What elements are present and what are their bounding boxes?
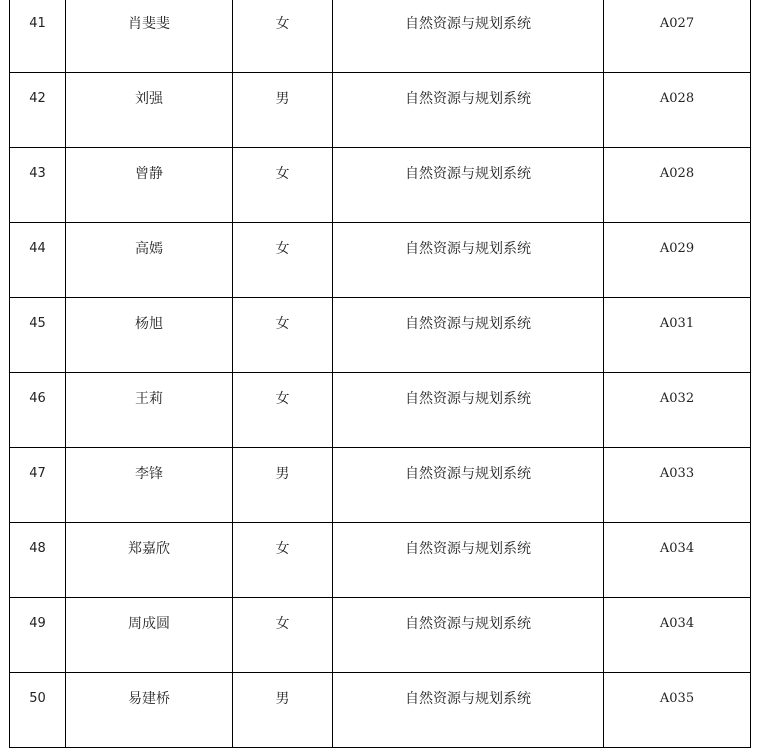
gender-cell: 女 — [233, 373, 333, 447]
code-cell: A033 — [659, 466, 695, 481]
code-cell: A028 — [659, 166, 695, 181]
table-row — [10, 448, 750, 523]
row-number-cell: 46 — [10, 373, 66, 447]
gender-cell: 男 — [233, 673, 333, 747]
table-row — [10, 73, 750, 148]
row-number-cell: 44 — [10, 223, 66, 297]
system-cell: 自然资源与规划系统 — [333, 73, 604, 147]
gender-cell: 女 — [233, 148, 333, 222]
code-cell: A031 — [659, 316, 695, 331]
system-cell: 自然资源与规划系统 — [333, 0, 604, 72]
gender-cell: 女 — [233, 223, 333, 297]
row-number-cell: 50 — [10, 673, 66, 747]
gender-cell: 女 — [233, 0, 333, 72]
roster-table — [9, 0, 751, 748]
table-row — [10, 0, 750, 73]
system-cell: 自然资源与规划系统 — [333, 523, 604, 597]
name-cell: 周成圆 — [66, 598, 233, 672]
name-cell: 刘强 — [66, 73, 233, 147]
table-row — [10, 523, 750, 598]
gender-cell: 女 — [233, 598, 333, 672]
code-cell: A028 — [659, 91, 695, 106]
system-cell: 自然资源与规划系统 — [333, 448, 604, 522]
name-cell: 肖斐斐 — [66, 0, 233, 72]
row-number-cell: 45 — [10, 298, 66, 372]
row-number-cell: 43 — [10, 148, 66, 222]
code-cell: A032 — [659, 391, 695, 406]
name-cell: 王莉 — [66, 373, 233, 447]
table-row — [10, 373, 750, 448]
gender-cell: 女 — [233, 298, 333, 372]
row-number-cell: 42 — [10, 73, 66, 147]
name-cell: 杨旭 — [66, 298, 233, 372]
system-cell: 自然资源与规划系统 — [333, 298, 604, 372]
table-row — [10, 598, 750, 673]
name-cell: 曾静 — [66, 148, 233, 222]
system-cell: 自然资源与规划系统 — [333, 373, 604, 447]
row-number-cell: 48 — [10, 523, 66, 597]
system-cell: 自然资源与规划系统 — [333, 148, 604, 222]
system-cell: 自然资源与规划系统 — [333, 673, 604, 747]
system-cell: 自然资源与规划系统 — [333, 598, 604, 672]
table-row — [10, 148, 750, 223]
row-number-cell: 47 — [10, 448, 66, 522]
code-cell: A035 — [659, 691, 695, 706]
name-cell: 高嫣 — [66, 223, 233, 297]
gender-cell: 女 — [233, 523, 333, 597]
name-cell: 李锋 — [66, 448, 233, 522]
code-cell: A027 — [659, 16, 695, 31]
gender-cell: 男 — [233, 448, 333, 522]
name-cell: 郑嘉欣 — [66, 523, 233, 597]
code-cell: A029 — [659, 241, 695, 256]
name-cell: 易建桥 — [66, 673, 233, 747]
code-cell: A034 — [659, 616, 695, 631]
table-row — [10, 673, 750, 748]
gender-cell: 男 — [233, 73, 333, 147]
code-cell: A034 — [659, 541, 695, 556]
table-row — [10, 298, 750, 373]
table-row — [10, 223, 750, 298]
row-number-cell: 41 — [10, 0, 66, 72]
system-cell: 自然资源与规划系统 — [333, 223, 604, 297]
row-number-cell: 49 — [10, 598, 66, 672]
